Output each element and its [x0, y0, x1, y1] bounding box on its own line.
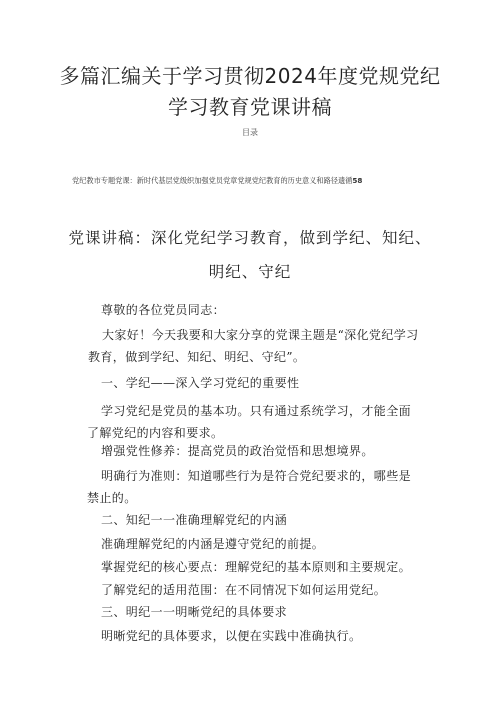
lecture-title-line2: 明纪、守纪 — [208, 263, 292, 281]
toc-entry-page: 58 — [352, 176, 363, 185]
body-paragraph: 增强党性修养：提高党员的政治觉悟和思想境界。 — [101, 444, 374, 458]
body-paragraph: 掌握党纪的核心要点：理解党纪的基本原则和主要规定。 — [101, 560, 412, 574]
section-heading-3: 三、明纪一一明晰党纪的具体要求 — [101, 605, 288, 619]
intro-paragraph: 大家好！今天我要和大家分享的党课主题是“深化党纪学习教育，做到学纪、知纪、明纪、守纪”。 — [88, 328, 419, 364]
body-paragraph: 明确行为准则：知道哪些行为是符合党纪要求的，哪些是禁止的。 — [87, 469, 412, 505]
toc-entry[interactable] — [72, 176, 362, 186]
section-heading-2: 二、知纪一一准确理解党纪的内涵 — [101, 513, 288, 527]
document-title-line1: 多篇汇编关于学习贯彻2024年度党规党纪 — [59, 64, 441, 88]
body-paragraph: 了解党纪的适用范围：在不同情况下如何运用党纪。 — [101, 583, 387, 597]
lecture-title-line1: 党课讲稿：深化党纪学习教育，做到学纪、知纪、 — [68, 229, 432, 247]
greeting-paragraph: 尊敬的各位党员同志： — [101, 303, 226, 317]
section-heading-1: 一、学纪——深入学习党纪的重要性 — [101, 376, 300, 390]
toc-entry-text: 党纪教市专题党课：新时代基层党级织加强党员党章党规党纪教育的历史意义和路径遗循 — [72, 176, 353, 185]
body-paragraph: 学习党纪是党员的基本功。只有通过系统学习，才能全面了解党纪的内容和要求。 — [87, 404, 412, 440]
toc-heading: 目录 — [242, 128, 258, 137]
document-title-line2: 学习教育党课讲稿 — [168, 95, 332, 119]
body-paragraph: 准确理解党纪的内涵是遵守党纪的前提。 — [101, 537, 325, 551]
body-paragraph: 明晰党纪的具体要求，以便在实践中准确执行。 — [101, 629, 362, 643]
